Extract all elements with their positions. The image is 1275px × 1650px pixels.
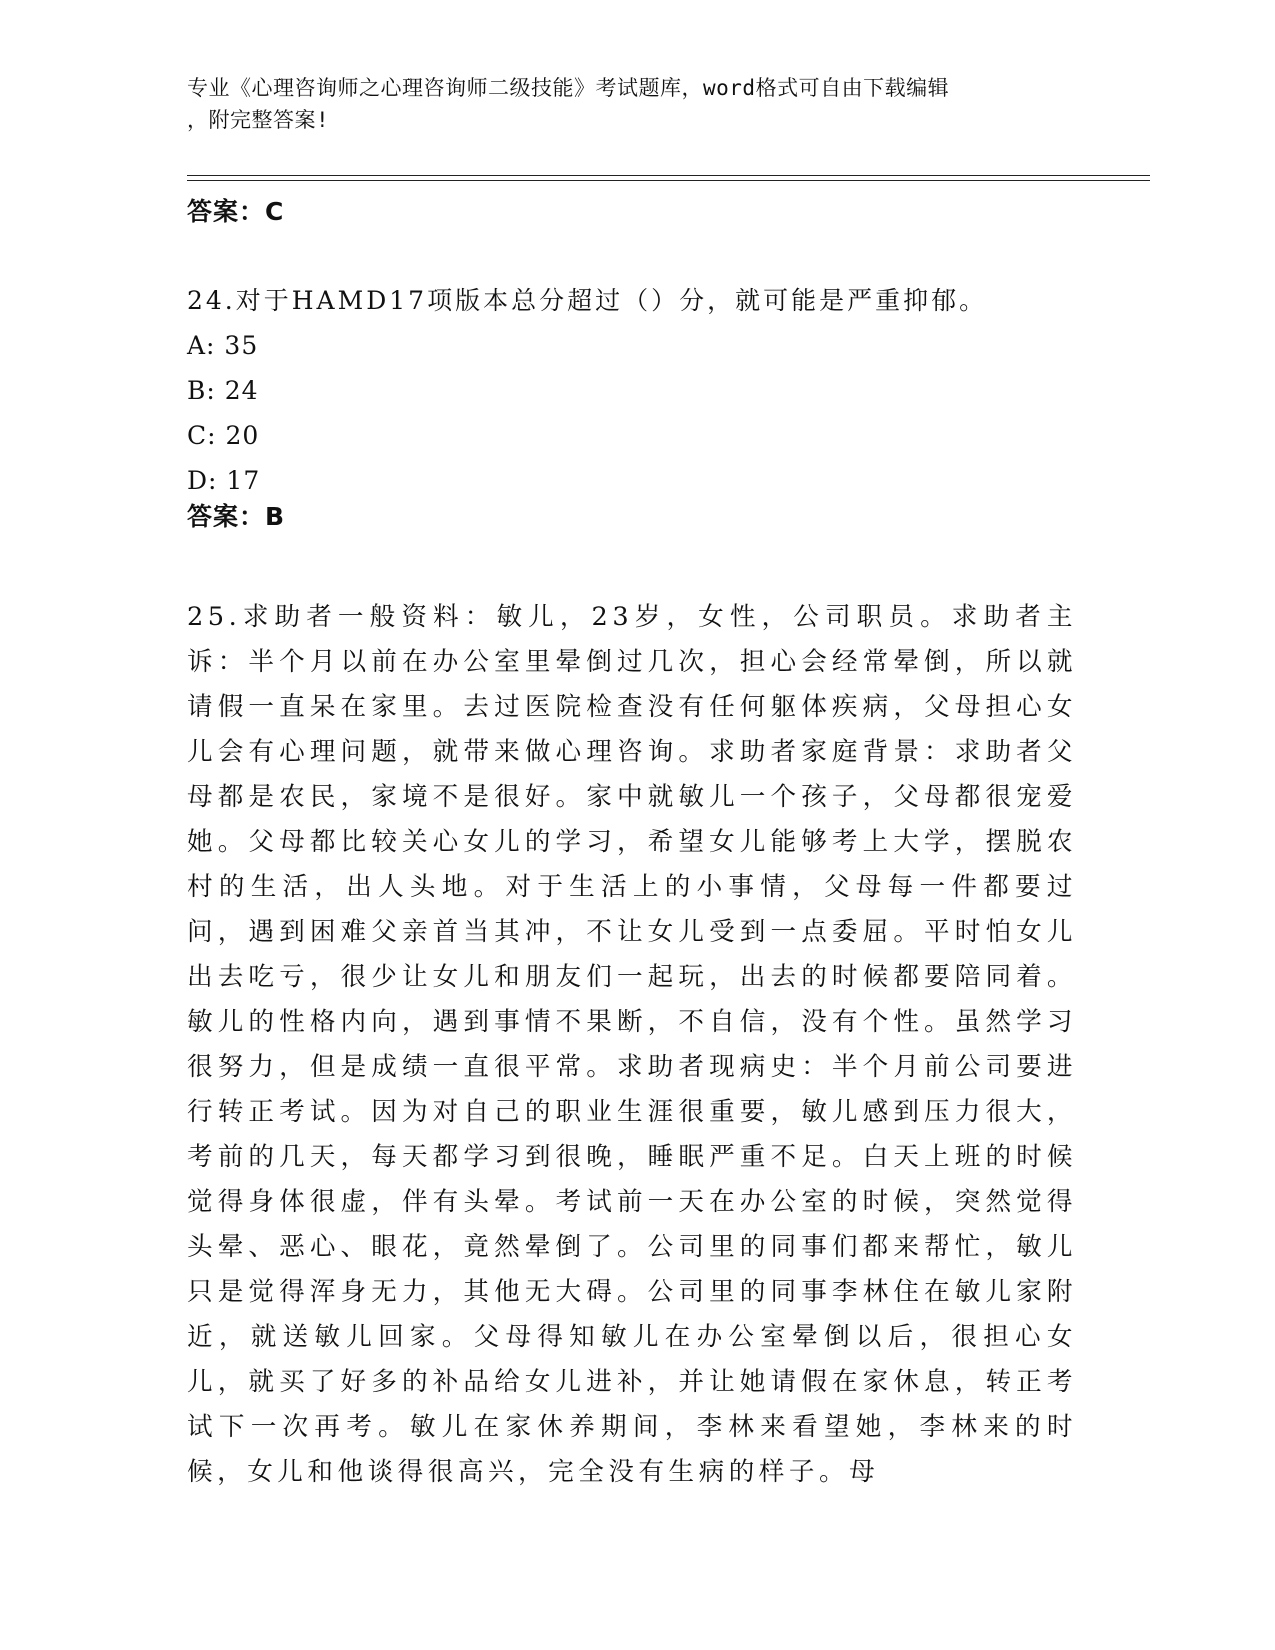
q24-option-a: A: 35 xyxy=(187,331,259,360)
q24-stem: 24.对于HAMD17项版本总分超过（）分，就可能是严重抑郁。 xyxy=(187,286,988,315)
header-rule-bottom xyxy=(187,180,1150,181)
q23-answer: 答案：C xyxy=(187,197,285,226)
q24-option-d: D: 17 xyxy=(187,466,261,495)
header-line-2: ，附完整答案! xyxy=(187,108,330,132)
header-line-1: 专业《心理咨询师之心理咨询师二级技能》考试题库，word格式可自由下载编辑 xyxy=(187,76,950,100)
q24-option-b: B: 24 xyxy=(187,376,259,405)
q25-stem: 25.求助者一般资料：敏儿，23岁，女性，公司职员。求助者主诉：半个月以前在办公室里晕倒过几次，担心会经常晕倒，所以就请假一直呆在家里。去过医院检查没有任何躯体疾病，父母担心女儿会有心理问题，就带来做心理咨询。求助者家庭背景：求助者父母都是农民，家境不是很好。家中就敏儿一个孩子，父母都很宠爱她。父母都比较关心女儿的学习，希望女儿能够考上大学，摆脱农村的生活，出人头地。对于生活上的小事情，父母每一件都要过问，遇到困难父亲首当其冲，不让女儿受到一点委屈。平时怕女儿出去吃亏，很少让女儿和朋友们一起玩，出去的时候都要陪同着。敏儿的性格内向，遇到事情不果断，不自信，没有个性。虽然学习很努力，但是成绩一直很平常。求助者现病史：半个月前公司要进行转正考试。因为对自己的职业生涯很重要，敏儿感到压力很大，考前的几天，每天都学习到很晚，睡眠严重不足。白天上班的时候觉得身体很虚，伴有头晕。考试前一天在办公室的时候，突然觉得头晕、恶心、眼花，竟然晕倒了。公司里的同事们都来帮忙，敏儿只是觉得浑身无力，其他无大碍。公司里的同事李林住在敏儿家附近，就送敏儿回家。父母得知敏儿在办公室晕倒以后，很担心女儿，就买了好多的补品给女儿进补，并让她请假在家休息，转正考试下一次再考。敏儿在家休养期间，李林来看望她，李林来的时候，女儿和他谈得很高兴，完全没有生病的样子。母 xyxy=(187,602,1077,1487)
q24-answer: 答案：B xyxy=(187,502,286,531)
header-rule-top xyxy=(187,175,1150,176)
q24-option-c: C: 20 xyxy=(187,421,260,450)
document-header xyxy=(187,72,1067,136)
q24-options xyxy=(187,323,260,503)
